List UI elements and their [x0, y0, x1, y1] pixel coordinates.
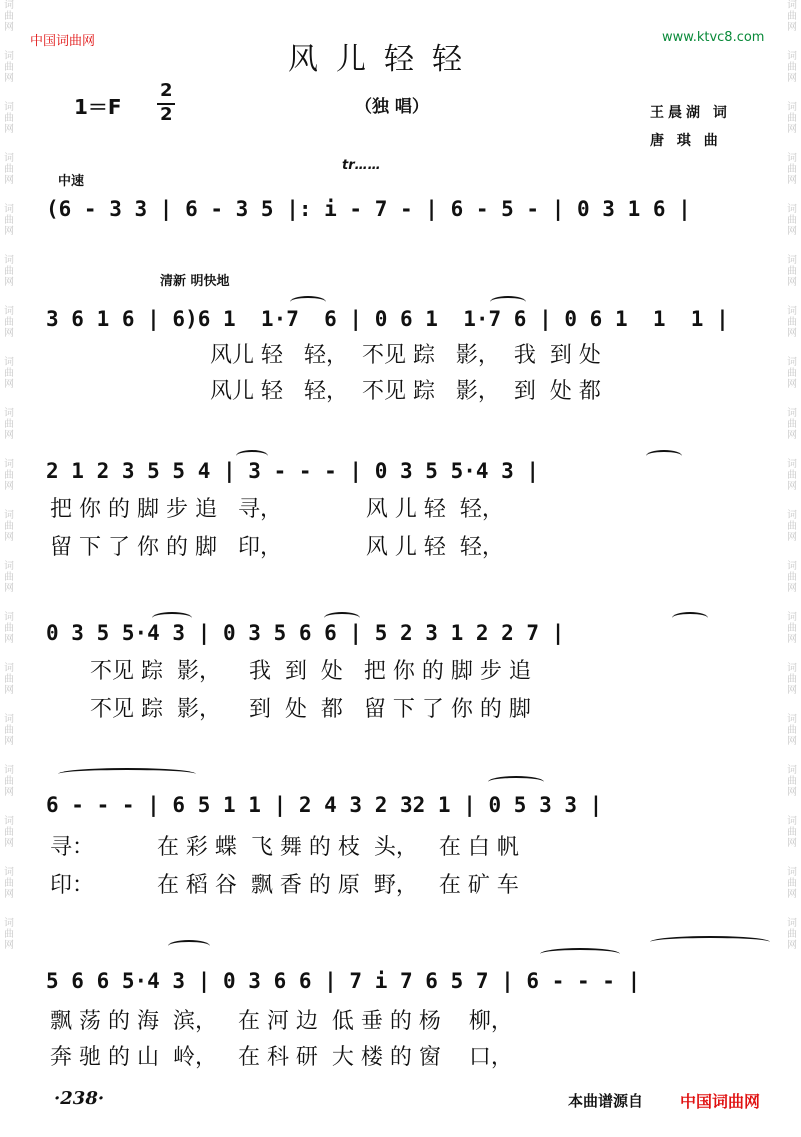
source-label: 本曲谱源自	[568, 1092, 644, 1110]
watermark-text: 词 曲 网	[4, 714, 14, 747]
lyric-line: 不见 踪 影， 到 处 都 留 下 了 你 的 脚	[90, 697, 531, 722]
lyric-line: 飘 荡 的 海 滨， 在 河 边 低 垂 的 杨 柳，	[50, 1009, 513, 1034]
notation-row: 0 3 5 5·4 3 | 0 3 5 6 6 | 5 2 3 1 2 2 7 |	[46, 621, 565, 645]
time-signature-bottom: 2	[160, 104, 173, 125]
watermark-text: 词 曲 网	[4, 408, 14, 441]
slur	[168, 940, 210, 952]
key-signature: 1＝F	[74, 95, 122, 119]
tie	[650, 936, 770, 948]
watermark-text: 词 曲 网	[4, 510, 14, 543]
watermark-text: 词 曲 网	[787, 867, 797, 900]
watermark-text: 词 曲 网	[4, 51, 14, 84]
watermark-text: 词 曲 网	[787, 51, 797, 84]
watermark-text: 词 曲 网	[4, 663, 14, 696]
composer-credit: 唐 琪 曲	[650, 133, 722, 149]
watermark-text: 词 曲 网	[787, 357, 797, 390]
watermark-text: 词 曲 网	[4, 561, 14, 594]
watermark-strip-left	[2, 0, 16, 1137]
slur	[540, 948, 620, 960]
trill-marking: tr……	[342, 158, 381, 173]
lyric-line: 把 你 的 脚 步 追 寻， 风 儿 轻 轻，	[50, 497, 504, 522]
watermark-text: 词 曲 网	[4, 612, 14, 645]
watermark-text: 词 曲 网	[787, 153, 797, 186]
watermark-text: 词 曲 网	[787, 459, 797, 492]
watermark-text: 词 曲 网	[787, 204, 797, 237]
watermark-text: 词 曲 网	[787, 255, 797, 288]
watermark-text: 词 曲 网	[4, 816, 14, 849]
watermark-text: 词 曲 网	[4, 204, 14, 237]
watermark-text: 词 曲 网	[4, 306, 14, 339]
watermark-text: 词 曲 网	[787, 0, 797, 33]
subtitle: （独 唱）	[355, 97, 429, 117]
lyric-line: 印： 在 稻 谷 飘 香 的 原 野， 在 矿 车	[50, 873, 519, 898]
watermark-text: 词 曲 网	[4, 918, 14, 951]
lyric-line: 不见 踪 影， 我 到 处 把 你 的 脚 步 追	[90, 659, 531, 684]
notation-row: 6 - - - | 6 5 1 1 | 2 4 3 2 32 1 | 0 5 3 3 |	[46, 793, 603, 817]
notation-row: 5 6 6 5·4 3 | 0 3 6 6 | 7 i 7 6 5 7 | 6 - - - |	[46, 969, 641, 993]
lyric-line: 留 下 了 你 的 脚 印， 风 儿 轻 轻，	[50, 535, 504, 560]
watermark-text: 词 曲 网	[4, 867, 14, 900]
page-number: ·238·	[54, 1088, 105, 1109]
lyricist-credit: 王晨湖 词	[650, 105, 731, 121]
expression-marking: 清新 明快地	[160, 274, 230, 289]
watermark-text: 词 曲 网	[787, 918, 797, 951]
notation-row: 3 6 1 6 | 6)6 1 1·7 6 | 0 6 1 1·7 6 | 0 6 1 1 1 |	[46, 307, 729, 331]
watermark-text: 词 曲 网	[4, 765, 14, 798]
tempo-marking: 中速	[58, 174, 85, 189]
watermark-text: 词 曲 网	[787, 306, 797, 339]
slur	[488, 776, 544, 788]
site-name-top[interactable]: 中国词曲网	[30, 34, 96, 49]
watermark-text: 词 曲 网	[787, 612, 797, 645]
watermark-strip-right	[785, 0, 799, 1137]
watermark-text: 词 曲 网	[787, 663, 797, 696]
lyric-line: 奔 驰 的 山 岭， 在 科 研 大 楼 的 窗 口，	[50, 1045, 513, 1070]
tie	[58, 768, 196, 780]
watermark-text: 词 曲 网	[787, 765, 797, 798]
watermark-text: 词 曲 网	[787, 510, 797, 543]
time-signature-top: 2	[160, 80, 173, 101]
watermark-text: 词 曲 网	[4, 255, 14, 288]
lyric-line: 风儿 轻 轻， 不见 踪 影， 我 到 处	[210, 343, 601, 368]
site-url[interactable]: www.ktvc8.com	[662, 30, 765, 45]
watermark-text: 词 曲 网	[4, 357, 14, 390]
watermark-text: 词 曲 网	[4, 102, 14, 135]
source-site-link[interactable]: 中国词曲网	[680, 1092, 761, 1111]
watermark-text: 词 曲 网	[4, 153, 14, 186]
notation-row: (6 - 3 3 | 6 - 3 5 |: i - 7 - | 6 - 5 - | 0 3 1 6 |	[46, 197, 691, 221]
notation-row: 2 1 2 3 5 5 4 | 3 - - - | 0 3 5 5·4 3 |	[46, 459, 540, 483]
lyric-line: 风儿 轻 轻， 不见 踪 影， 到 处 都	[210, 379, 601, 404]
lyric-line: 寻： 在 彩 蝶 飞 舞 的 枝 头， 在 白 帆	[50, 835, 519, 860]
song-title: 风儿轻轻	[288, 42, 480, 77]
watermark-text: 词 曲 网	[787, 561, 797, 594]
watermark-text: 词 曲 网	[4, 459, 14, 492]
watermark-text: 词 曲 网	[4, 0, 14, 33]
watermark-text: 词 曲 网	[787, 714, 797, 747]
watermark-text: 词 曲 网	[787, 102, 797, 135]
watermark-text: 词 曲 网	[787, 408, 797, 441]
watermark-text: 词 曲 网	[787, 816, 797, 849]
